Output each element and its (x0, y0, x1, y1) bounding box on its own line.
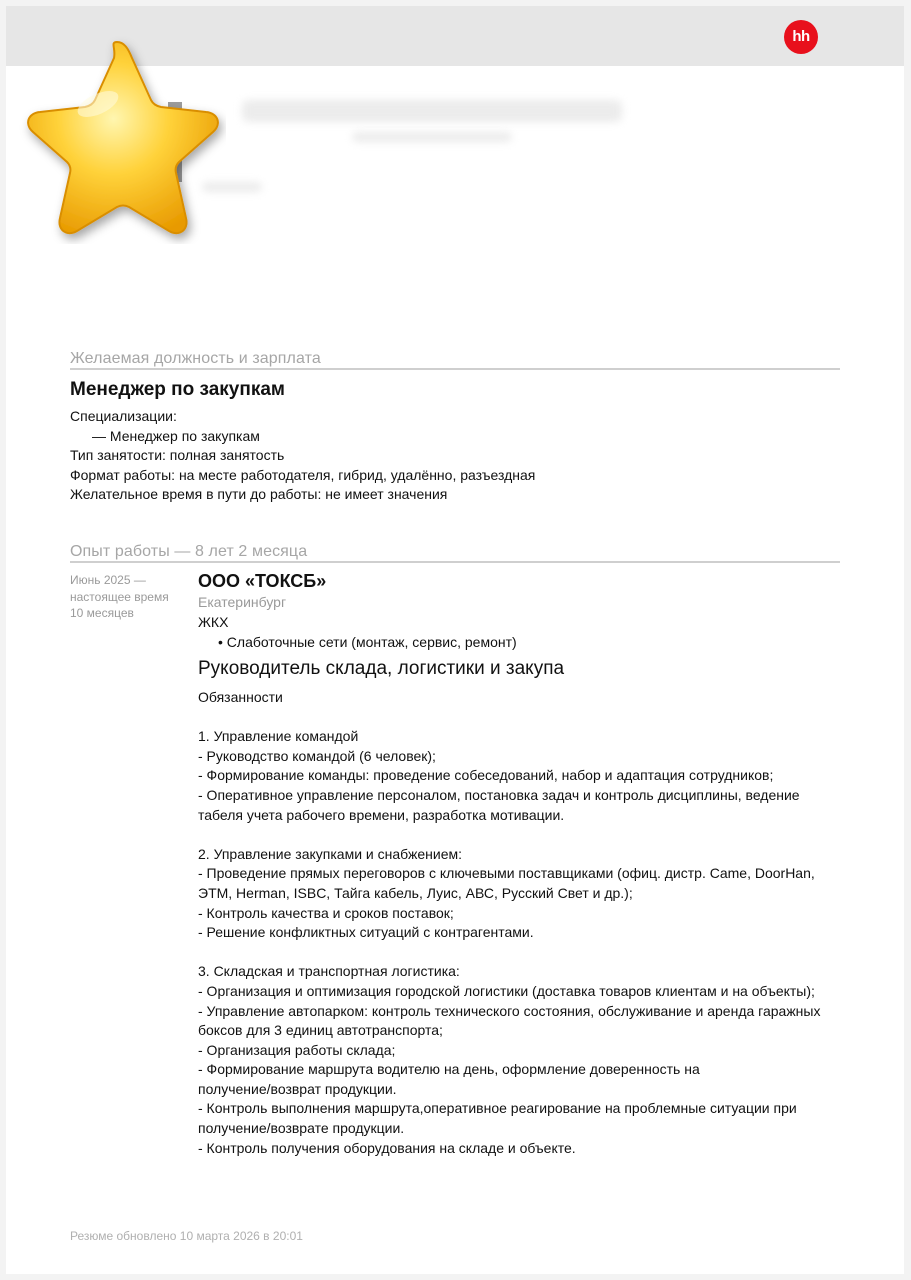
job-position: Руководитель склада, логистики и закупа (198, 658, 565, 679)
star-icon (8, 34, 226, 244)
commute-time: Желательное время в пути до работы: не имеет значения (70, 486, 448, 502)
blurred-personal-info (202, 92, 662, 272)
job-duration: 10 месяцев (70, 606, 134, 620)
work-format: Формат работы: на месте работодателя, гибрид, удалённо, разъездная (70, 467, 536, 483)
job-duties: Обязанности 1. Управление командой - Руководство командой (6 человек); - Формирование команды: проведение собеседований, набор и адаптация сотрудников; - Оперативное управление персоналом, постановка задач и контроль дисциплины, ведение табеля учета рабочего времени, разработка мотивации. 2. Управление закупками и снабжением: - Проведение прямых переговоров с ключевыми поставщиками (офиц. дистр. Came, DoorHan, ЭТМ, Herman, ISBC, Тайга кабель, Луис, АВС, Русский Свет и др.); - Контроль качества и сроков поставок; - Решение конфликтных ситуаций с контрагентами. 3. Складская и транспортная логистика: - Организация и оптимизация городской логистики (доставка товаров клиентам и на объекты); - Управление автопарком: контроль технического состояния, обслуживание и аренда гаражных боксов для 3 единиц автотранспорта; - Организация работы склада; - Формирование маршрута водителю на день, оформление доверенность на получение/возврат продукции. - Контроль выполнения маршрута,оперативное реагирование на проблемные ситуации при получение/возврате продукции. - Контроль получения оборудования на складе и объекте. (198, 689, 821, 1156)
company-industry-detail: • Слаботочные сети (монтаж, сервис, ремонт) (218, 634, 517, 650)
resume-page (6, 6, 904, 1274)
job-period (70, 572, 169, 622)
job-period-end: настоящее время (70, 589, 169, 604)
company-city: Екатеринбург (198, 594, 287, 610)
specialization-item: — Менеджер по закупкам (92, 428, 260, 444)
hh-logo[interactable]: hh (784, 20, 818, 54)
desired-position-title: Менеджер по закупкам (70, 379, 285, 400)
section-divider (70, 368, 840, 370)
specializations-label: Специализации: (70, 408, 177, 424)
resume-updated-note: Резюме обновлено 10 марта 2026 в 20:01 (70, 1229, 303, 1243)
job-period-start: Июнь 2025 — (70, 573, 146, 587)
company-name: ООО «ТОКСБ» (198, 571, 327, 591)
section-title-desired-position: Желаемая должность и зарплата (70, 350, 321, 367)
employment-type: Тип занятости: полная занятость (70, 447, 285, 463)
section-title-experience: Опыт работы — 8 лет 2 месяца (70, 543, 308, 560)
section-divider (70, 561, 840, 563)
company-industry: ЖКХ (198, 614, 229, 630)
